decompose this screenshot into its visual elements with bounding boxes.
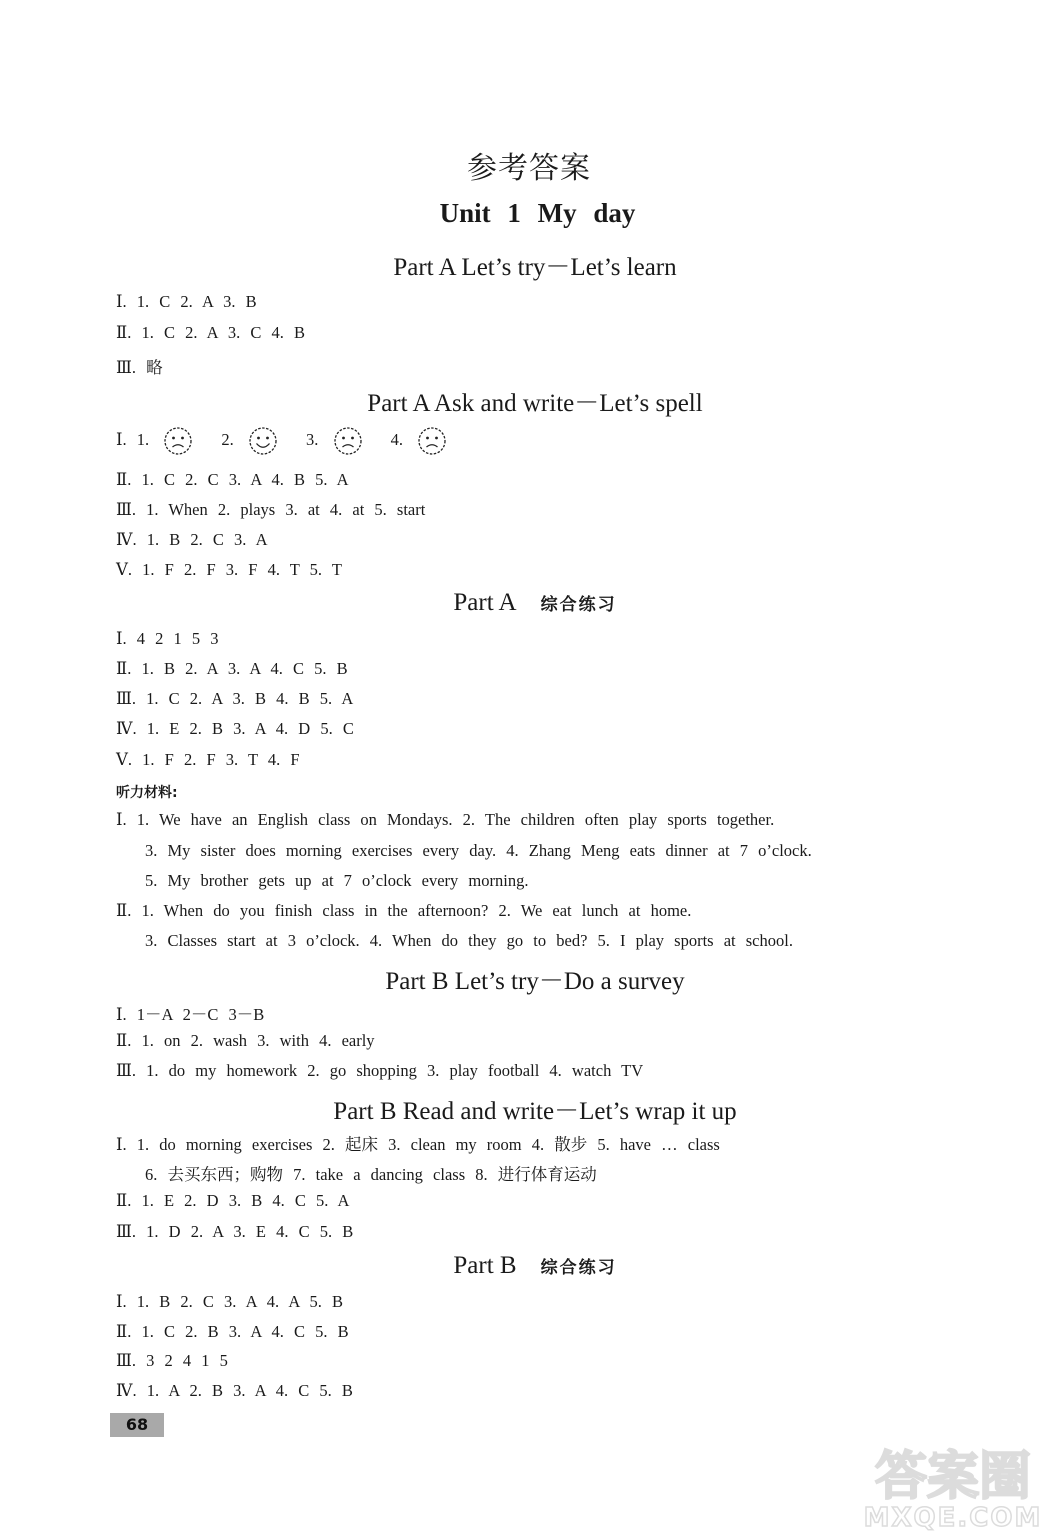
section-heading-en: Part B: [453, 1252, 517, 1279]
face-number: 3.: [306, 429, 319, 449]
answer-row: Ⅴ. 1. F 2. F 3. T 4. F: [116, 750, 300, 769]
happy-face-icon: [248, 426, 278, 456]
answer-row: Ⅲ. 1. D 2. A 3. E 4. C 5. B: [116, 1222, 354, 1241]
answer-row: Ⅲ. 略: [116, 358, 163, 377]
answer-row: Ⅰ. 1. B 2. C 3. A 4. A 5. B: [116, 1292, 343, 1311]
answer-row: Ⅲ. 1. C 2. A 3. B 4. B 5. A: [116, 689, 354, 708]
section-heading-part-a-ask-spell: Part A Ask and write－Let’s spell: [367, 390, 703, 417]
section-heading-part-b-practice: [0, 1252, 1058, 1280]
listening-line: Ⅱ. 1. When do you finish class in the afternoon? 2. We eat lunch at home.: [116, 901, 692, 920]
answer-row: Ⅲ. 1. do my homework 2. go shopping 3. play football 4. watch TV: [116, 1061, 644, 1080]
sad-face-icon: [417, 426, 447, 456]
listening-line: 5. My brother gets up at 7 o’clock every morning.: [145, 871, 529, 890]
answer-row: Ⅳ. 1. E 2. B 3. A 4. D 5. C: [116, 719, 354, 738]
face-answer-row: [116, 426, 465, 456]
listening-label: 听力材料:: [116, 785, 178, 801]
unit-title: Unit 1 My day: [439, 198, 636, 228]
section-heading-part-b-try-survey: Part B Let’s try－Do a survey: [385, 968, 685, 995]
answer-row: Ⅰ. 1－A 2－C 3－B: [116, 1005, 265, 1024]
section-heading-part-a-practice: [0, 589, 1058, 617]
face-row-label: Ⅰ. 1.: [116, 429, 150, 449]
sad-face-icon: [163, 426, 193, 456]
answer-row: Ⅱ. 1. C 2. A 3. C 4. B: [116, 323, 305, 342]
answer-row: Ⅱ. 1. C 2. B 3. A 4. C 5. B: [116, 1322, 349, 1341]
answer-row: Ⅱ. 1. C 2. C 3. A 4. B 5. A: [116, 470, 349, 489]
listening-line: 3. Classes start at 3 o’clock. 4. When do they go to bed? 5. I play sports at school.: [145, 931, 793, 950]
section-heading-part-b-read-wrap: Part B Read and write－Let’s wrap it up: [333, 1098, 737, 1125]
watermark-main-text: 答案圈: [874, 1447, 1032, 1507]
answer-row: Ⅰ. 1. C 2. A 3. B: [116, 292, 257, 311]
section-heading-cn: 综合练习: [540, 1258, 617, 1278]
answer-row: Ⅴ. 1. F 2. F 3. F 4. T 5. T: [116, 560, 342, 579]
sad-face-icon: [333, 426, 363, 456]
answer-row: 6. 去买东西；购物 7. take a dancing class 8. 进行体育运动: [145, 1165, 597, 1184]
face-number: 4.: [390, 429, 404, 449]
listening-line: 3. My sister does morning exercises every day. 4. Zhang Meng eats dinner at 7 o’clock.: [145, 841, 812, 860]
listening-line: Ⅰ. 1. We have an English class on Mondays. 2. The children often play sports together.: [116, 810, 775, 829]
section-heading-part-a-try-learn: Part A Let’s try－Let’s learn: [393, 254, 677, 281]
watermark-sub-text: MXQE.COM: [863, 1503, 1043, 1532]
page-number: 68: [110, 1413, 164, 1437]
answer-row: Ⅲ. 3 2 4 1 5: [116, 1351, 228, 1370]
face-number: 2.: [221, 429, 234, 449]
section-heading-en: Part A: [453, 589, 517, 616]
answer-row: Ⅱ. 1. E 2. D 3. B 4. C 5. A: [116, 1191, 350, 1210]
answer-row: Ⅰ. 1. do morning exercises 2. 起床 3. clean my room 4. 散步 5. have … class: [116, 1135, 720, 1154]
answer-row: Ⅳ. 1. A 2. B 3. A 4. C 5. B: [116, 1381, 353, 1400]
answer-row: Ⅱ. 1. B 2. A 3. A 4. C 5. B: [116, 659, 348, 678]
answer-row: Ⅲ. 1. When 2. plays 3. at 4. at 5. start: [116, 500, 426, 519]
answer-row: Ⅳ. 1. B 2. C 3. A: [116, 530, 268, 549]
watermark-logo: [858, 1438, 1048, 1532]
page-title: 参考答案: [467, 151, 591, 186]
answer-row: Ⅱ. 1. on 2. wash 3. with 4. early: [116, 1031, 375, 1050]
answer-row: Ⅰ. 4 2 1 5 3: [116, 629, 219, 648]
section-heading-cn: 综合练习: [540, 595, 617, 615]
